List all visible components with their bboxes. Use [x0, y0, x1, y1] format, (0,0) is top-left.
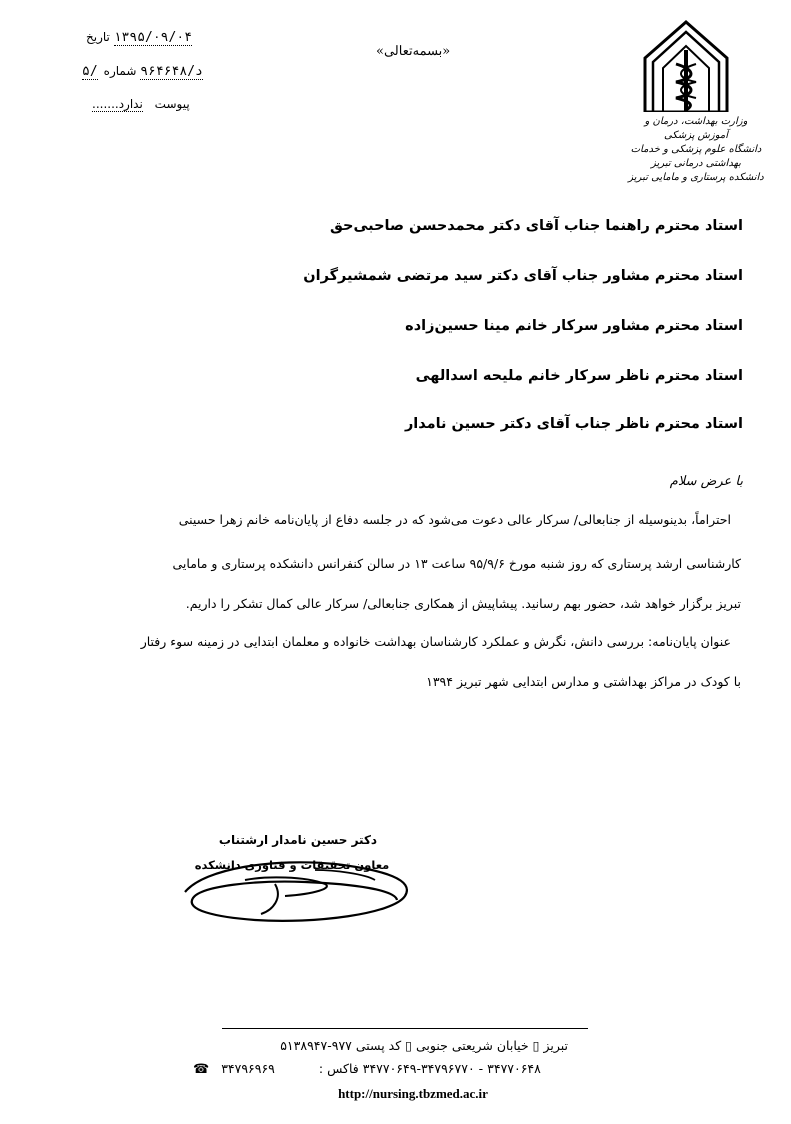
attachment-value: .......ندارد — [92, 97, 143, 111]
footer-url[interactable]: http://nursing.tbzmed.ac.ir — [338, 1086, 488, 1101]
number-row — [82, 64, 203, 79]
attachment-row — [92, 97, 202, 112]
body-line-5: با کودک در مراکز بهداشتی و مدارس ابتدایی شهر تبریز ۱۳۹۴ — [426, 674, 741, 689]
body-line-3: تبریز برگزار خواهد شد، حضور بهم رسانید. پیشاپیش از همکاری جنابعالی/ سرکار عالی کمال تشکر را داریم. — [185, 596, 741, 611]
footer-contacts — [193, 1061, 623, 1077]
date-label: تاریخ — [86, 30, 110, 44]
attachment-label: پیوست — [154, 97, 190, 111]
recipient-2: استاد محترم مشاور جناب آقای دکتر سید مرتضی شمشیرگران — [303, 268, 743, 284]
recipient-3: استاد محترم مشاور سرکار خانم مینا حسین‌زاده — [405, 318, 743, 334]
logo-caption-line-3: دانشکده پرستاری و مامایی تبریز — [628, 172, 764, 183]
footer-fax-value: ۳۴۷۹۶۹۶۹ — [221, 1061, 275, 1076]
university-logo — [641, 20, 731, 112]
university-emblem-icon — [641, 20, 731, 112]
footer-divider — [222, 1028, 588, 1029]
footer-fax-label: فاکس : — [318, 1061, 359, 1076]
number-value: ۵/د/۹۶۴۶۴۸ — [82, 64, 203, 79]
recipient-5: استاد محترم ناظر جناب آقای دکتر حسین نامدار — [404, 416, 743, 432]
recipient-1: استاد محترم راهنما جناب آقای دکتر محمدحسن صاحبی‌حق — [329, 218, 743, 234]
body-line-2: کارشناسی ارشد پرستاری که روز شنبه مورخ ۹۵/۹/۶ ساعت ۱۳ در سالن کنفرانس دانشکده پرستاری و مامایی — [172, 556, 741, 571]
body-line-4: عنوان پایان‌نامه: بررسی دانش، نگرش و عملکرد کارشناسان بهداشت خانواده و معلمان ابتدایی در زمینه سوء رفتار — [140, 634, 731, 649]
logo-caption — [628, 115, 764, 185]
body-line-1: احتراماً، بدینوسیله از جنابعالی/ سرکار عالی دعوت می‌شود که در جلسه دفاع از پایان‌نامه خانم زهرا حسینی — [178, 512, 731, 527]
number-label: شماره — [103, 64, 137, 78]
bismillah: «بسمه‌تعالی» — [376, 44, 451, 59]
recipient-4: استاد محترم ناظر سرکار خانم ملیحه اسدالهی — [415, 368, 743, 384]
date-value: ۱۳۹۵/۰۹/۰۴ — [113, 30, 192, 45]
greeting: با عرض سلام — [669, 474, 743, 489]
logo-caption-line-2: دانشگاه علوم پزشکی و خدمات بهداشتی درمانی تبریز — [630, 144, 762, 169]
phone-icon: ☎ — [193, 1062, 210, 1077]
footer-phones: ۳۴۷۷۰۶۴۸ - ۳۴۷۷۰۶۴۹-۳۴۷۹۶۷۷۰ — [362, 1061, 541, 1076]
footer-address: تبریز ▯ خیابان شریعتی جنوبی ▯ کد پستی ۹۷۷-۵۱۳۸۹۴۷ — [280, 1038, 568, 1053]
date-row — [82, 30, 192, 45]
handwritten-signature-icon — [165, 840, 435, 930]
signatory-name: دکتر حسین نامدار ارشتناب — [218, 833, 378, 847]
signatory-title: معاون تحقیقات و فناوری دانشکده — [194, 858, 390, 872]
logo-caption-line-1: وزارت بهداشت، درمان و آموزش پزشکی — [644, 116, 748, 141]
